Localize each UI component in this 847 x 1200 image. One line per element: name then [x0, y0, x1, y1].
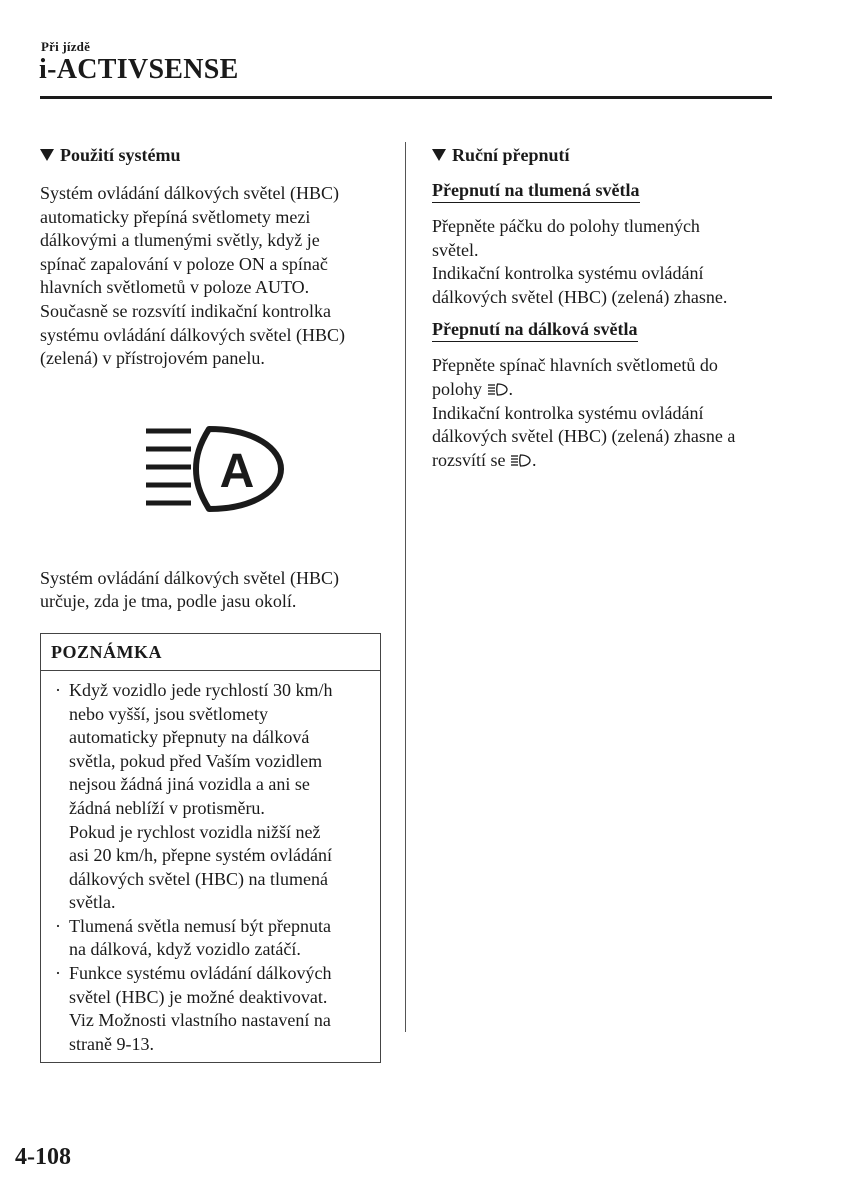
- text-line: Pokud je rychlost vozidla nižší než: [69, 821, 321, 842]
- bullet-dot: ·: [55, 963, 61, 984]
- icon-letter: A: [219, 444, 255, 498]
- text-line: určuje, zda je tma, podle jasu okolí.: [40, 591, 297, 612]
- text-line: světla.: [69, 892, 116, 913]
- note-body: [41, 671, 380, 1063]
- text-line: .: [532, 449, 537, 470]
- section-heading: [432, 142, 777, 168]
- text-line: systému ovládání dálkových světel (HBC): [40, 324, 345, 345]
- text-line: Indikační kontrolka systému ovládání: [432, 402, 704, 423]
- text-line: automaticky přepnuty na dálková: [69, 727, 310, 748]
- text-line: (zelená) v přístrojovém panelu.: [40, 348, 265, 369]
- text-line: dálkových světel (HBC) (zelená) zhasne a: [432, 426, 736, 447]
- text-line: Systém ovládání dálkových světel (HBC): [40, 183, 339, 203]
- text-line: nejsou žádná jiná vozidla a ani se: [69, 774, 310, 795]
- note-item: [55, 679, 372, 821]
- subheading-high-beam: Přepnutí na dálková světla: [432, 318, 638, 342]
- low-beam-paragraph: [432, 215, 777, 309]
- text-line: Když vozidlo jede rychlostí 30 km/h: [69, 679, 333, 700]
- intro-paragraph: [40, 182, 385, 371]
- text-line: Současně se rozsvítí indikační kontrolka: [40, 300, 331, 321]
- column-divider: [405, 142, 406, 1032]
- note-item-continuation: [55, 821, 372, 915]
- text-line: Indikační kontrolka systému ovládání: [432, 263, 704, 284]
- left-column: [40, 142, 385, 1063]
- note-item: [55, 915, 372, 962]
- high-beam-paragraph: [432, 354, 777, 472]
- text-line: dálkovými a tlumenými světly, když je: [40, 230, 320, 251]
- text-line: Systém ovládání dálkových světel (HBC): [40, 567, 339, 588]
- note-item: [55, 962, 372, 1056]
- text-line: hlavních světlometů v poloze AUTO.: [40, 277, 310, 298]
- text-line: automaticky přepíná světlomety mezi: [40, 206, 311, 227]
- text-line: světel (HBC) je možné deaktivovat.: [69, 986, 328, 1007]
- high-beam-icon: [510, 454, 532, 467]
- text-line: straně 9-13.: [69, 1033, 154, 1054]
- bullet-dot: ·: [55, 679, 61, 700]
- text-line: Přepněte spínač hlavních světlometů do: [432, 355, 718, 376]
- text-line: žádná neblíží v protisměru.: [69, 797, 265, 818]
- section-heading-text: Použití systému: [60, 145, 181, 165]
- bullet-dot: ·: [55, 915, 61, 936]
- text-line: asi 20 km/h, přepne systém ovládání: [69, 845, 332, 866]
- section-heading: [40, 142, 385, 168]
- section-label: Při jízdě: [41, 39, 91, 54]
- text-line: Přepněte páčku do polohy tlumených: [432, 216, 700, 236]
- text-line: na dálková, když vozidlo zatáčí.: [69, 939, 301, 960]
- note-box: [40, 633, 381, 1064]
- text-line: Funkce systému ovládání dálkových: [69, 963, 332, 984]
- text-line: rozsvítí se: [432, 449, 506, 470]
- text-line: dálkových světel (HBC) na tlumená: [69, 868, 328, 889]
- note-title: POZNÁMKA: [41, 634, 380, 671]
- text-line: Tlumená světla nemusí být přepnuta: [69, 915, 331, 936]
- text-line: .: [508, 378, 514, 399]
- triangle-bullet-icon: [40, 149, 54, 161]
- page-number: 4-108: [15, 1144, 71, 1170]
- header-rule: [40, 96, 772, 99]
- text-line: Viz Možnosti vlastního nastavení na: [69, 1010, 331, 1031]
- high-beam-icon: [487, 383, 509, 396]
- right-column: [432, 142, 777, 472]
- section-heading-text: Ruční přepnutí: [452, 145, 570, 165]
- triangle-bullet-icon: [432, 149, 446, 161]
- page-title: i-ACTIVSENSE: [39, 54, 239, 85]
- text-line: světel.: [432, 239, 479, 260]
- text-line: polohy: [432, 378, 483, 399]
- hbc-auto-indicator-icon: [143, 423, 288, 515]
- text-line: světla, pokud před Vaším vozidlem: [69, 750, 323, 771]
- text-line: spínač zapalování v poloze ON a spínač: [40, 253, 328, 274]
- text-line: nebo vyšší, jsou světlomety: [69, 703, 268, 724]
- text-line: dálkových světel (HBC) (zelená) zhasne.: [432, 286, 728, 307]
- detection-paragraph: [40, 567, 385, 614]
- subheading-low-beam: Přepnutí na tlumená světla: [432, 179, 640, 203]
